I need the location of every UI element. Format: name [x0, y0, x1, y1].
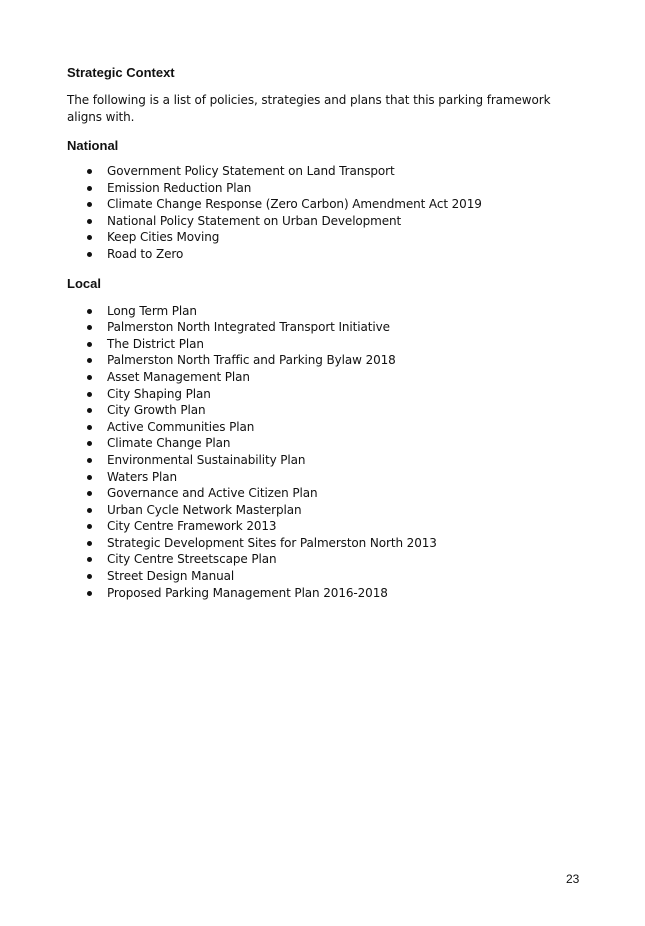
bullet-icon [87, 441, 92, 446]
national-heading: National [67, 138, 119, 153]
list-item [67, 402, 587, 419]
list-item-text: Road to Zero [107, 246, 184, 261]
list-item-text: Environmental Sustainability Plan [107, 452, 306, 467]
local-list [67, 303, 587, 602]
list-item [67, 419, 587, 436]
list-item [67, 435, 587, 452]
document-body [67, 64, 587, 601]
bullet-icon [87, 186, 92, 191]
list-item [67, 336, 587, 353]
list-item [67, 163, 587, 180]
section-title: Strategic Context [67, 65, 175, 80]
page-number: 23 [566, 872, 580, 886]
list-item [67, 452, 587, 469]
list-item [67, 352, 587, 369]
bullet-icon [87, 508, 92, 513]
list-item [67, 568, 587, 585]
list-item-text: Waters Plan [107, 469, 177, 484]
bullet-icon [87, 309, 92, 314]
list-item-text: Government Policy Statement on Land Transport [107, 164, 395, 178]
bullet-icon [87, 408, 92, 413]
local-heading: Local [67, 275, 101, 291]
bullet-icon [87, 169, 92, 174]
list-item-text: Emission Reduction Plan [107, 180, 252, 195]
list-item-text: City Growth Plan [107, 403, 206, 418]
list-item [67, 213, 587, 230]
list-item [67, 369, 587, 386]
bullet-icon [87, 541, 92, 546]
list-item [67, 551, 587, 568]
bullet-icon [87, 392, 92, 397]
list-item-text: Street Design Manual [107, 569, 235, 584]
list-item-text: Strategic Development Sites for Palmerston North 2013 [107, 535, 437, 550]
list-item-text: Palmerston North Traffic and Parking Bylaw 2018 [107, 353, 396, 368]
bullet-icon [87, 342, 92, 347]
list-item [67, 502, 587, 519]
list-item [67, 319, 587, 336]
list-item-text: Urban Cycle Network Masterplan [107, 502, 302, 517]
intro-paragraph: The following is a list of policies, strategies and plans that this parking framework aligns with. [67, 93, 551, 124]
bullet-icon [87, 475, 92, 480]
bullet-icon [87, 252, 92, 257]
list-item-text: Keep Cities Moving [107, 230, 220, 245]
list-item-text: Climate Change Plan [107, 436, 231, 451]
bullet-icon [87, 524, 92, 529]
bullet-icon [87, 375, 92, 380]
bullet-icon [87, 202, 92, 207]
list-item [67, 246, 587, 263]
list-item [67, 585, 587, 602]
list-item-text: Proposed Parking Management Plan 2016-2018 [107, 585, 388, 600]
list-item [67, 485, 587, 502]
bullet-icon [87, 591, 92, 596]
list-item-text: Active Communities Plan [107, 419, 255, 434]
bullet-icon [87, 574, 92, 579]
bullet-icon [87, 325, 92, 330]
list-item-text: Governance and Active Citizen Plan [107, 486, 318, 501]
bullet-icon [87, 458, 92, 463]
bullet-icon [87, 358, 92, 363]
list-item [67, 229, 587, 246]
list-item [67, 518, 587, 535]
list-item [67, 303, 587, 320]
list-item [67, 196, 587, 213]
bullet-icon [87, 235, 92, 240]
list-item-text: Asset Management Plan [107, 369, 250, 384]
list-item-text: National Policy Statement on Urban Development [107, 213, 402, 228]
bullet-icon [87, 425, 92, 430]
list-item-text: Long Term Plan [107, 303, 197, 318]
national-list [67, 163, 587, 263]
list-item-text: Climate Change Response (Zero Carbon) Amendment Act 2019 [107, 197, 482, 212]
list-item [67, 386, 587, 403]
list-item [67, 180, 587, 197]
bullet-icon [87, 557, 92, 562]
list-item-text: City Centre Streetscape Plan [107, 552, 277, 567]
bullet-icon [87, 219, 92, 224]
list-item [67, 469, 587, 486]
list-item-text: Palmerston North Integrated Transport Initiative [107, 320, 390, 335]
list-item-text: City Centre Framework 2013 [107, 519, 277, 534]
list-item-text: The District Plan [107, 336, 204, 351]
bullet-icon [87, 491, 92, 496]
list-item-text: City Shaping Plan [107, 386, 211, 401]
list-item [67, 535, 587, 552]
